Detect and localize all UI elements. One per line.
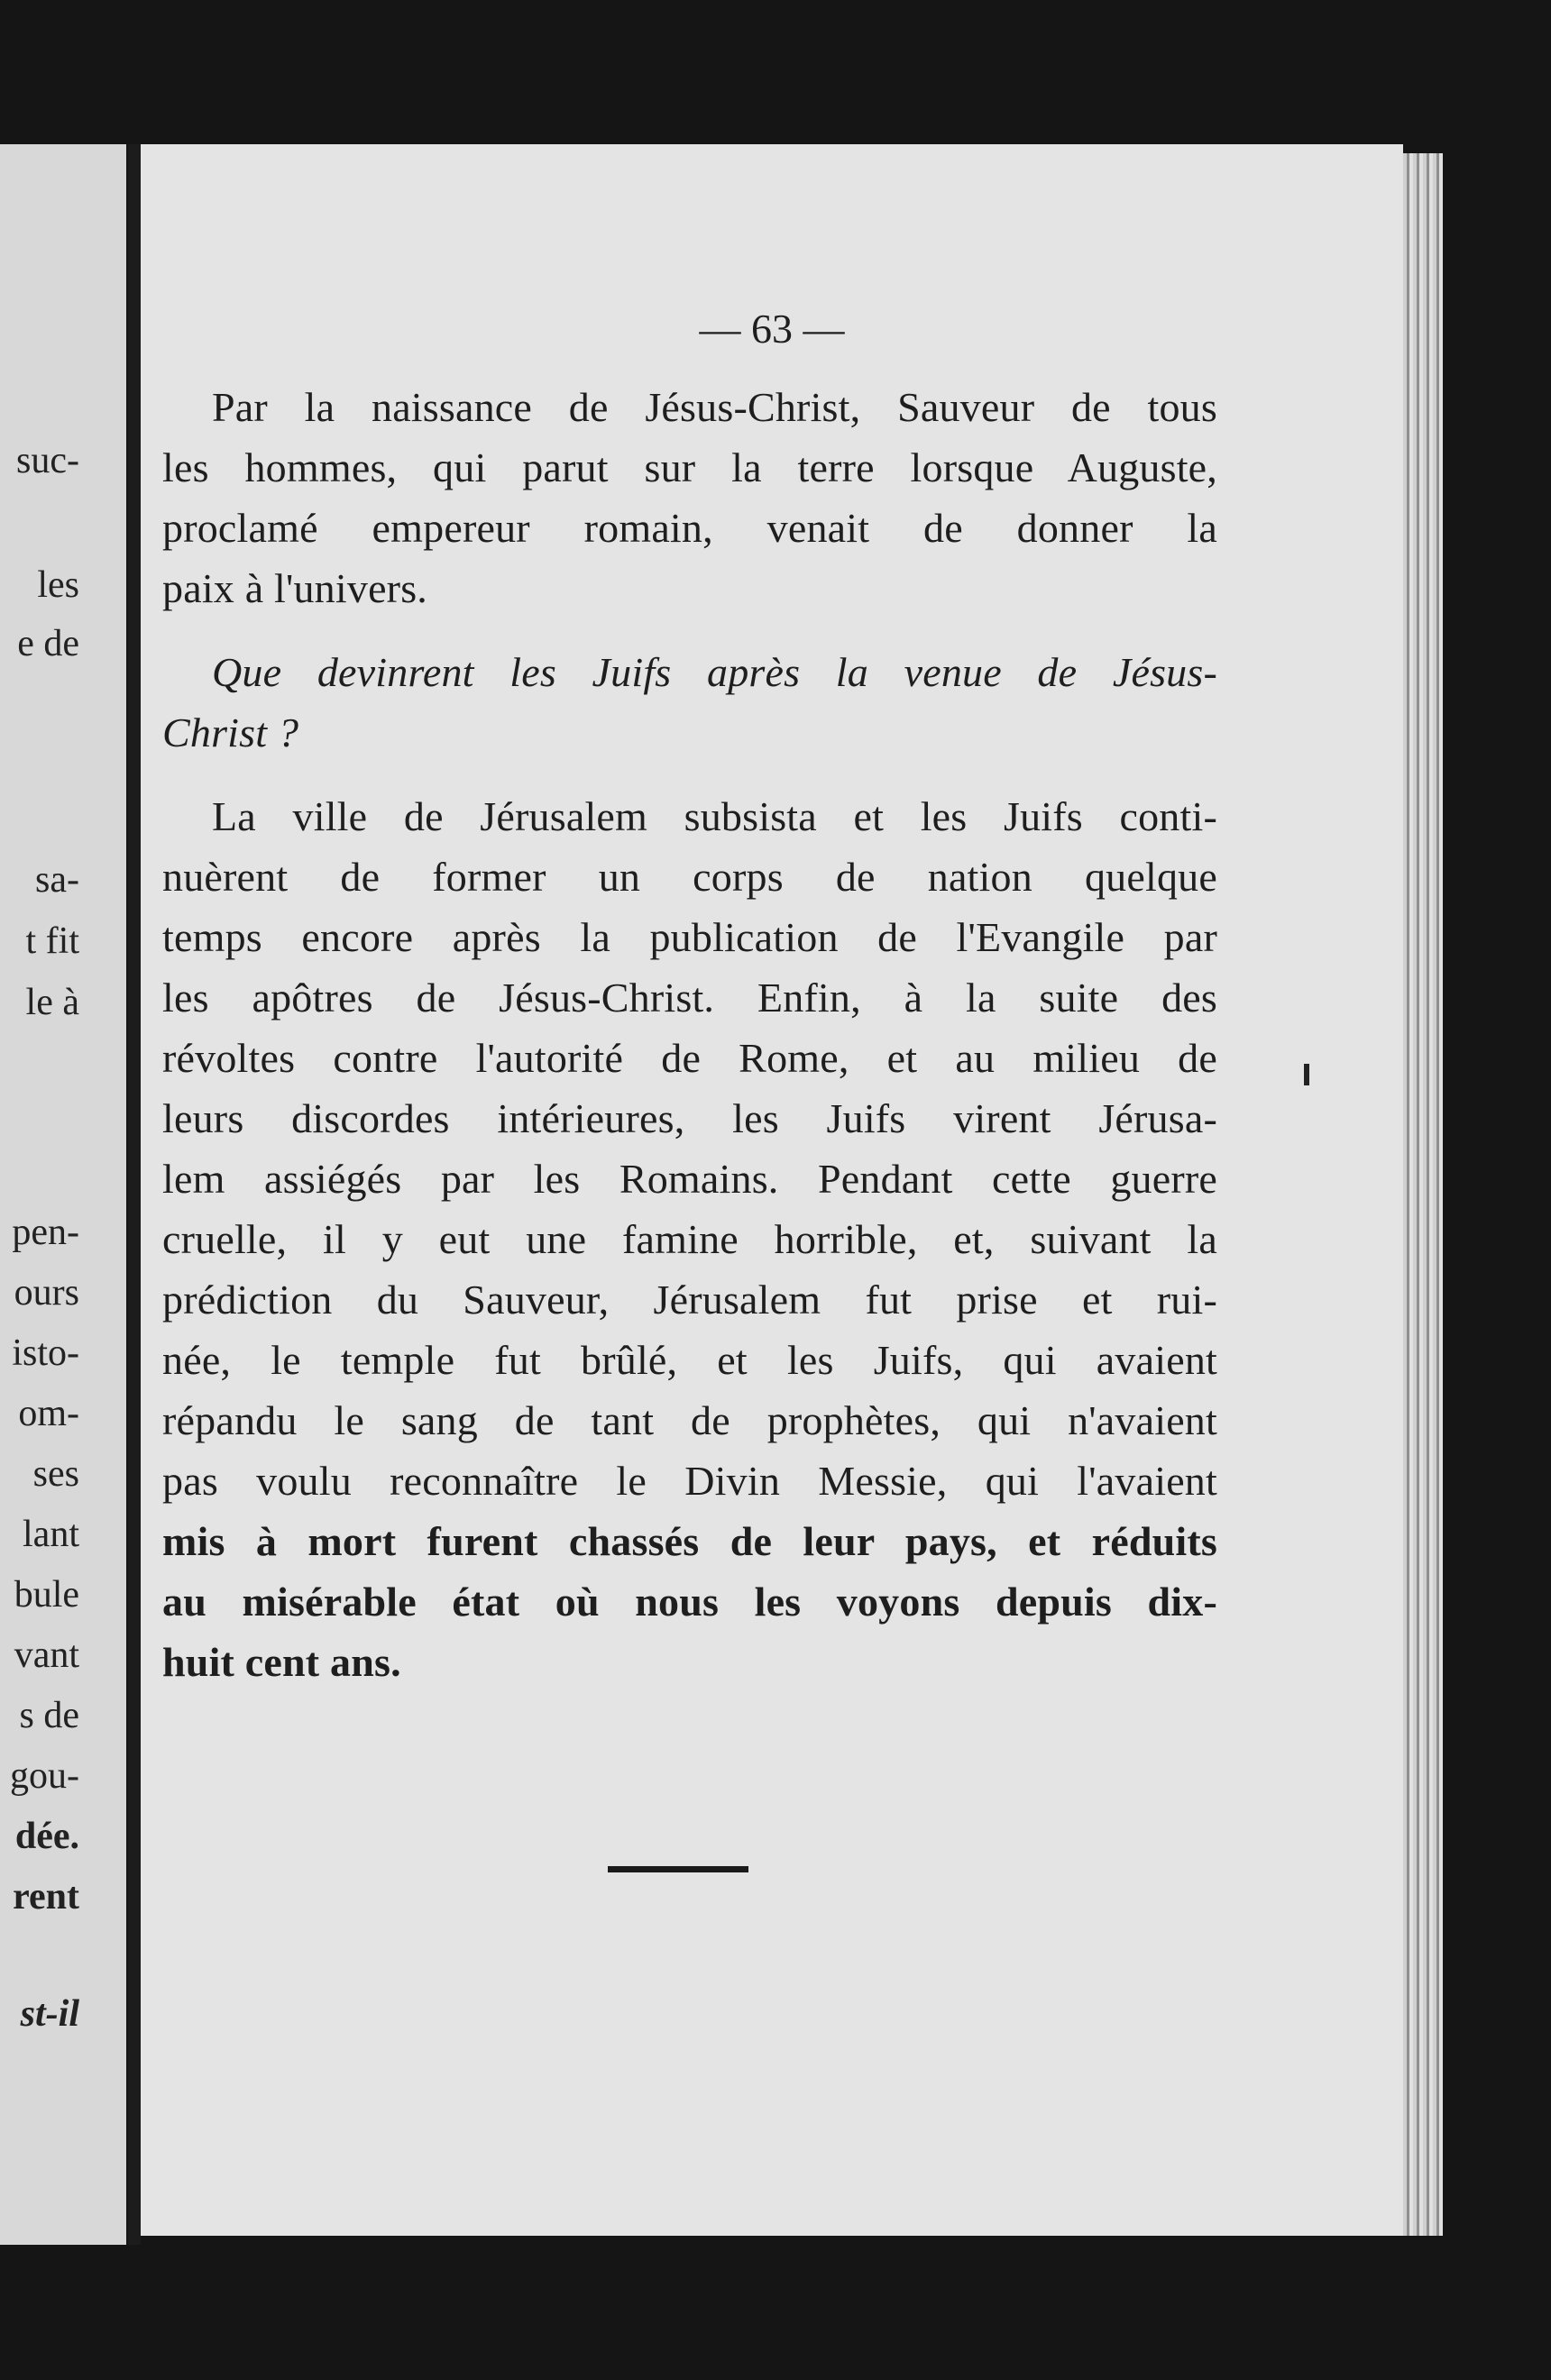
page-number: — 63 — [699, 306, 845, 352]
text-line: huit cent ans. [162, 1639, 401, 1685]
left-fragment: gou- [10, 1755, 79, 1797]
left-fragment: ours [14, 1272, 79, 1314]
page-stack-edge [1403, 153, 1443, 2236]
left-fragment: s de [19, 1695, 79, 1736]
page [141, 144, 1403, 2236]
text-line: prédiction du Sauveur, Jérusalem fut prise et rui- [162, 1277, 1217, 1323]
previous-page-strip [0, 144, 126, 2245]
left-fragment: sa- [35, 859, 79, 901]
left-fragment: les [37, 564, 79, 606]
left-fragment: le à [25, 982, 79, 1023]
left-fragment: dée. [14, 1816, 79, 1857]
left-fragment: t fit [25, 920, 79, 962]
left-fragment: vant [14, 1634, 79, 1676]
question-heading [162, 642, 1217, 763]
book-gutter [128, 144, 141, 2245]
left-fragment: suc- [16, 440, 79, 481]
paragraph-1 [162, 377, 1217, 618]
text-line: les apôtres de Jésus-Christ. Enfin, à la suite des [162, 975, 1217, 1021]
text-line: cruelle, il y eut une famine horrible, et, suivant la [162, 1216, 1217, 1262]
paragraph-2 [162, 786, 1217, 1692]
text-line: Par la naissance de Jésus-Christ, Sauveur de tous [212, 384, 1217, 430]
left-fragment: ses [32, 1453, 79, 1495]
left-fragment: e de [17, 623, 79, 664]
left-fragment: st-il [20, 1993, 79, 2035]
text-line: paix à l'univers. [162, 565, 427, 611]
left-fragment: pen- [12, 1212, 79, 1253]
text-line: née, le temple fut brûlé, et les Juifs, qui avaient [162, 1337, 1217, 1383]
left-fragment: om- [18, 1393, 79, 1434]
margin-mark [1304, 1064, 1309, 1085]
left-fragment: lant [23, 1514, 79, 1555]
text-line: lem assiégés par les Romains. Pendant cette guerre [162, 1156, 1217, 1202]
page-text [162, 377, 1217, 1692]
text-line: nuèrent de former un corps de nation quelque [162, 854, 1217, 900]
text-line: proclamé empereur romain, venait de donner la [162, 505, 1217, 551]
left-fragment: bule [14, 1574, 79, 1616]
text-line: leurs discordes intérieures, les Juifs virent Jérusa- [162, 1095, 1217, 1141]
text-line: au misérable état où nous les voyons depuis dix- [162, 1579, 1217, 1625]
text-line: les hommes, qui parut sur la terre lorsque Auguste, [162, 444, 1217, 490]
text-line: pas voulu reconnaître le Divin Messie, qui l'avaient [162, 1458, 1217, 1504]
text-line: Christ ? [162, 709, 299, 755]
left-fragment: rent [13, 1876, 79, 1918]
text-line: révoltes contre l'autorité de Rome, et au milieu de [162, 1035, 1217, 1081]
text-line: temps encore après la publication de l'Evangile par [162, 914, 1217, 960]
closing-rule [608, 1866, 748, 1872]
text-line: répandu le sang de tant de prophètes, qui n'avaient [162, 1397, 1217, 1443]
text-line: La ville de Jérusalem subsista et les Juifs conti- [212, 793, 1217, 839]
left-fragment: isto- [12, 1332, 79, 1374]
text-line: Que devinrent les Juifs après la venue de Jésus- [212, 649, 1217, 695]
text-line: mis à mort furent chassés de leur pays, et réduits [162, 1518, 1217, 1564]
